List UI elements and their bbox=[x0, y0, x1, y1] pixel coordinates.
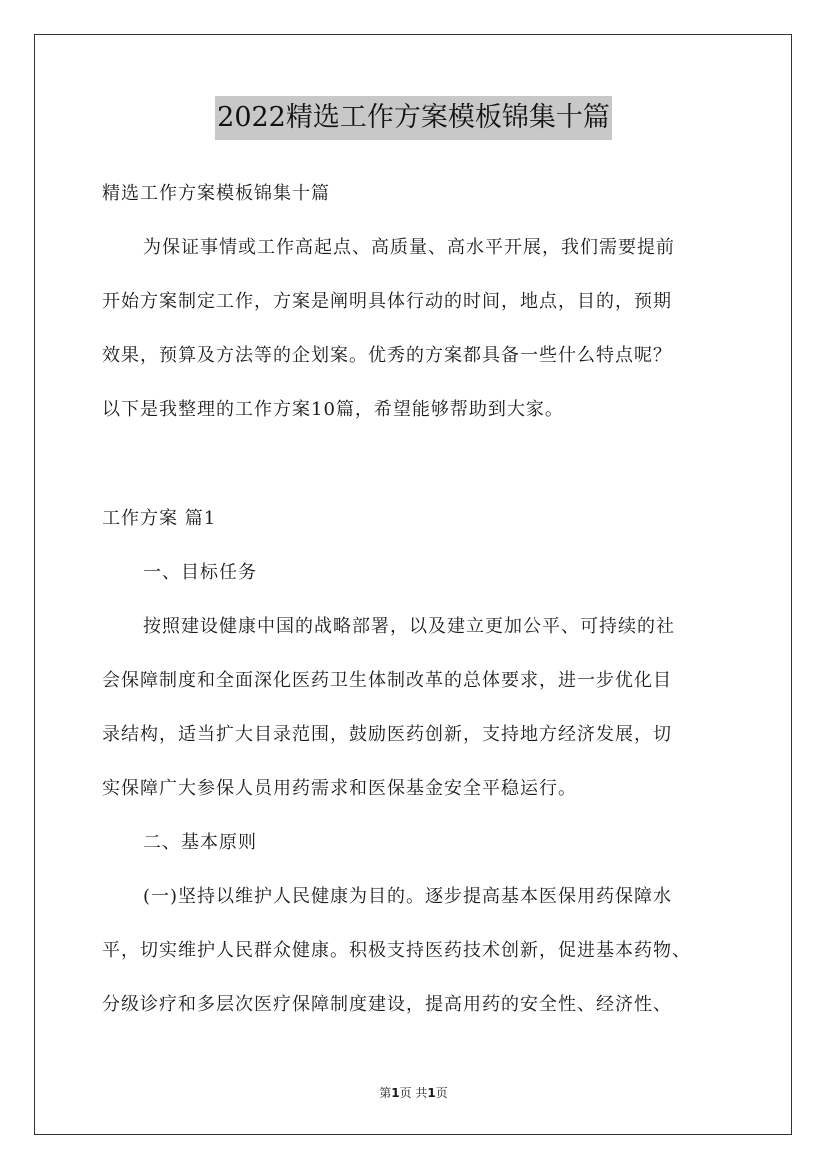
page-footer bbox=[0, 1085, 827, 1101]
title-wrap bbox=[0, 96, 827, 140]
intro-line: 开始方案制定工作，方案是阐明具体行动的时间，地点，目的，预期 bbox=[102, 291, 672, 312]
heading-goals: 一、目标任务 bbox=[143, 562, 257, 583]
intro-line: 为保证事情或工作高起点、高质量、高水平开展，我们需要提前 bbox=[143, 237, 675, 258]
paragraph-line: 会保障制度和全面深化医药卫生体制改革的总体要求，进一步优化目 bbox=[102, 670, 672, 691]
paragraph-line: 分级诊疗和多层次医疗保障制度建设，提高用药的安全性、经济性、 bbox=[102, 994, 672, 1015]
paragraph-line: 实保障广大参保人员用药需求和医保基金安全平稳运行。 bbox=[102, 778, 577, 799]
heading-principles: 二、基本原则 bbox=[143, 832, 257, 853]
paragraph-line: (一)坚持以维护人民健康为目的。逐步提高基本医保用药保障水 bbox=[143, 886, 673, 907]
document-title: 2022精选工作方案模板锦集十篇 bbox=[215, 96, 612, 140]
paragraph-line: 平，切实维护人民群众健康。积极支持医药技术创新，促进基本药物、 bbox=[102, 940, 691, 961]
intro-line: 效果，预算及方法等的企划案。优秀的方案都具备一些什么特点呢？ bbox=[102, 345, 672, 366]
intro-line: 以下是我整理的工作方案10篇，希望能够帮助到大家。 bbox=[102, 399, 564, 420]
footer-prefix: 第 bbox=[379, 1086, 392, 1100]
paragraph-line: 录结构，适当扩大目录范围，鼓励医药创新，支持地方经济发展，切 bbox=[102, 724, 672, 745]
document-subtitle: 精选工作方案模板锦集十篇 bbox=[102, 183, 330, 204]
paragraph-line: 按照建设健康中国的战略部署，以及建立更加公平、可持续的社 bbox=[143, 616, 675, 637]
footer-total-pages: 1 bbox=[427, 1086, 436, 1100]
footer-mid: 页 共 bbox=[399, 1086, 428, 1100]
footer-suffix: 页 bbox=[435, 1086, 448, 1100]
section-heading: 工作方案 篇1 bbox=[102, 508, 217, 529]
footer-page-number: 1 bbox=[391, 1086, 400, 1100]
